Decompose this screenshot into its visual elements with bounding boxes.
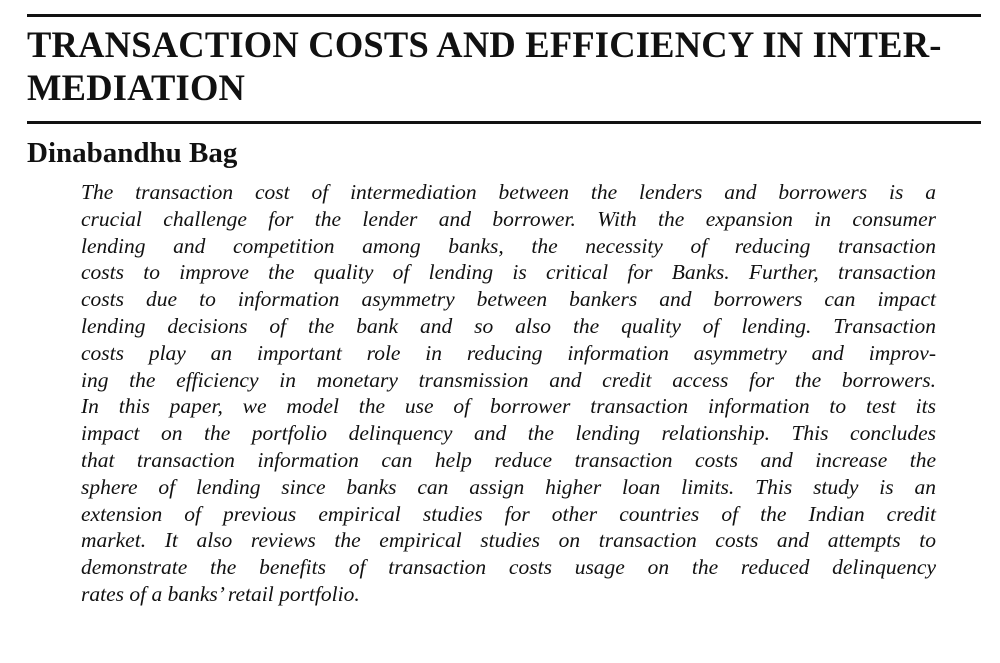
abstract-line: crucial challenge for the lender and borrower. With the expansion in consumer [81,206,936,231]
abstract [81,179,936,608]
abstract-line: costs due to information asymmetry between bankers and borrowers can impact [81,287,936,312]
abstract-line: lending and competition among banks, the necessity of reducing transaction [81,233,936,258]
abstract-line: extension of previous empirical studies for other countries of the Indian credit [81,501,936,526]
abstract-line: The transaction cost of intermediation between the lenders and borrowers is a [81,180,936,204]
abstract-line: ing the efficiency in monetary transmission and credit access for the borrowers. [81,367,936,392]
abstract-line: sphere of lending since banks can assign higher loan limits. This study is an [81,474,936,499]
author-name: Dinabandhu Bag [27,137,238,169]
abstract-line: that transaction information can help reduce transaction costs and increase the [81,447,936,472]
abstract-line: lending decisions of the bank and so also the quality of lending. Transaction [81,313,936,338]
abstract-line: demonstrate the benefits of transaction costs usage on the reduced delinquency [81,555,936,580]
title-bottom-rule [27,121,981,124]
abstract-line: market. It also reviews the empirical studies on transaction costs and attempts to [81,528,936,553]
abstract-line: impact on the portfolio delinquency and the lending relationship. This concludes [81,421,936,446]
title-line: TRANSACTION COSTS AND EFFICIENCY IN INTER- [27,24,942,65]
title-line: MEDIATION [27,67,246,108]
abstract-line: In this paper, we model the use of borrower transaction information to test its [81,394,936,419]
abstract-line: costs play an important role in reducing information asymmetry and improv- [81,340,936,365]
abstract-line: rates of a banks’ retail portfolio. [81,581,360,606]
paper-title [27,23,987,109]
top-rule [27,14,981,17]
abstract-line: costs to improve the quality of lending is critical for Banks. Further, transaction [81,260,936,285]
